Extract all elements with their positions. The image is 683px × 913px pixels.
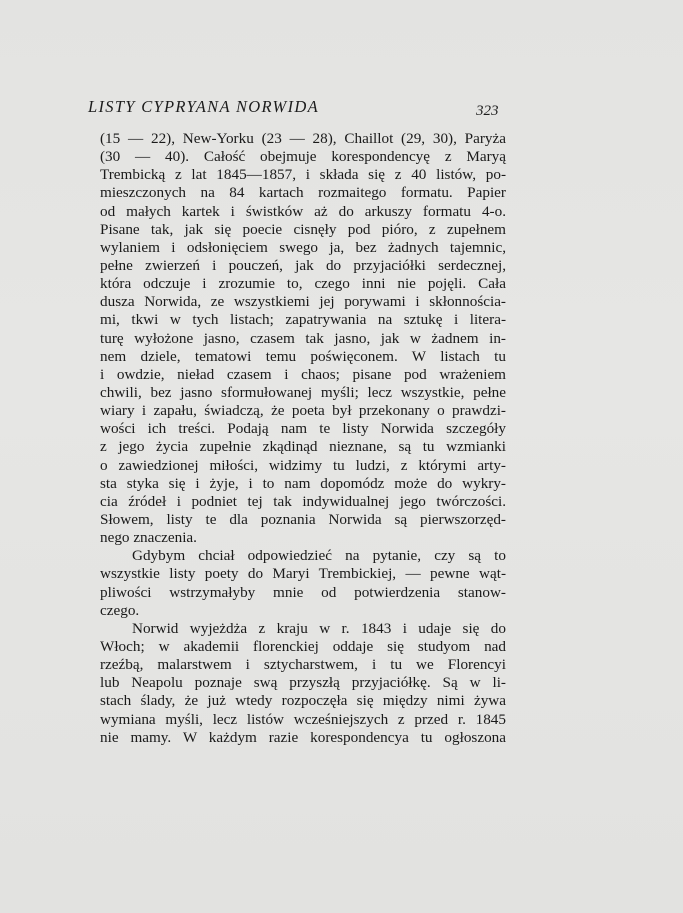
text-line: pełne zwierzeń i pouczeń, jak do przyjaciółki serdecznej, xyxy=(100,256,506,274)
text-line: Norwid wyjeżdża z kraju w r. 1843 i udaje się do xyxy=(132,619,506,637)
text-line: wylaniem i odsłonięciem swego ja, bez żadnych tajemnic, xyxy=(100,238,506,256)
text-line: wości ich treści. Podają nam te listy Norwida szczegóły xyxy=(100,420,506,438)
text-line: nem dziele, tematowi temu poświęconem. W listach tu xyxy=(100,347,506,365)
text-line: która odczuje i zrozumie to, czego inni nie pojęli. Cała xyxy=(100,275,506,293)
text-line: o zawiedzionej miłości, widzimy tu ludzi, z którymi arty- xyxy=(100,456,506,474)
text-line: chwili, bez jasno sformułowanej myśli; lecz wszystkie, pełne xyxy=(100,383,506,401)
text-line: Trembicką z lat 1845—1857, i składa się z 40 listów, po- xyxy=(100,166,506,184)
text-line: Słowem, listy te dla poznania Norwida są pierwszorzęd- xyxy=(100,510,506,528)
running-title: LISTY CYPRYANA NORWIDA xyxy=(88,97,319,116)
text-line: Pisane tak, jak się poecie cisnęły pod pióro, z zupełnem xyxy=(100,220,506,238)
text-line: dusza Norwida, ze wszystkiemi jej porywami i skłonnościa- xyxy=(100,293,506,311)
text-line: (15 — 22), New-Yorku (23 — 28), Chaillot (29, 30), Paryża xyxy=(100,130,506,147)
text-line: z jego życia zupełnie zkądinąd nieznane, są tu wzmianki xyxy=(100,438,506,456)
text-line: wiary i zapału, świadczą, że poeta był przekonany o prawdzi- xyxy=(100,402,506,420)
text-line: Gdybym chciał odpowiedzieć na pytanie, czy są to xyxy=(132,547,506,565)
text-line: i owdzie, nieład czasem i chaos; pisane pod wrażeniem xyxy=(100,365,506,383)
body-text xyxy=(100,130,506,747)
text-line: wszystkie listy poety do Maryi Trembickiej, — pewne wąt- xyxy=(100,565,506,583)
text-line: (30 — 40). Całość obejmuje korespondencyę z Maryą xyxy=(100,148,506,166)
text-line: cia źródeł i podniet tej tak indywidualnej jego twórczości. xyxy=(100,492,506,510)
text-line: lub Neapolu poznaje swą przyszłą przyjaciółkę. Są w li- xyxy=(100,674,506,692)
text-line: stach ślady, że już wtedy rozpoczęła się między nimi żywa xyxy=(100,692,506,710)
text-line: nego znaczenia. xyxy=(100,529,197,547)
page-number: 323 xyxy=(476,103,499,119)
text-line: mieszczonych na 84 kartach rozmaitego formatu. Papier xyxy=(100,184,506,202)
text-line: od małych kartek i świstków aż do arkuszy formatu 4-o. xyxy=(100,202,506,220)
text-line: pliwości wstrzymałyby mnie od potwierdzenia stanow- xyxy=(100,583,506,601)
text-line: turę wyłożone jasno, czasem tak jasno, jak w żadnem in- xyxy=(100,329,506,347)
text-line: mi, tkwi w tych listach; zapatrywania na sztukę i litera- xyxy=(100,311,506,329)
paragraph-1 xyxy=(100,130,506,547)
text-line: Włoch; w akademii florenckiej oddaje się studyom nad xyxy=(100,637,506,655)
paragraph-3 xyxy=(100,620,506,747)
text-line: rzeźbą, malarstwem i sztycharstwem, i tu we Florencyi xyxy=(100,656,506,674)
text-line: czego. xyxy=(100,601,140,619)
text-line: sta styka się i żyje, i to nam dopomódz może do wykry- xyxy=(100,474,506,492)
text-line: wymiana myśli, lecz listów wcześniejszych z przed r. 1845 xyxy=(100,710,506,728)
paragraph-2 xyxy=(100,547,506,620)
text-line: nie mamy. W każdym razie korespondencya tu ogłoszona xyxy=(100,728,506,746)
